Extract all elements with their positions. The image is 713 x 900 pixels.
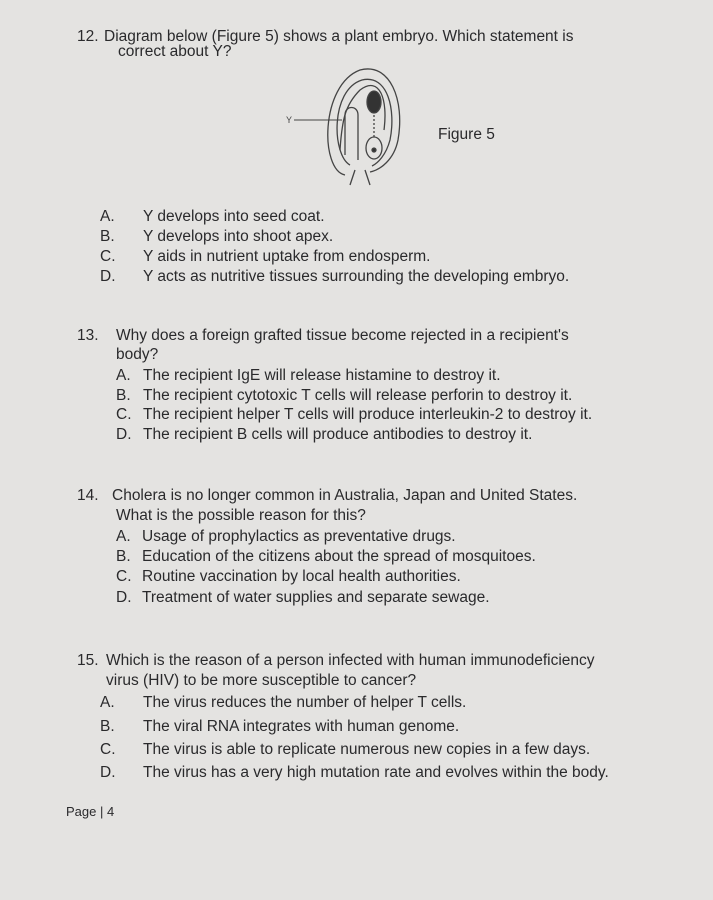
q14-text-2: What is the possible reason for this?: [116, 507, 366, 524]
y-label: Y: [286, 115, 293, 125]
q13-text-1: Why does a foreign grafted tissue become rejected in a recipient's: [116, 327, 569, 344]
figure-label: Figure 5: [438, 126, 495, 143]
q14-option-a: Usage of prophylactics as preventative drugs.: [142, 528, 456, 545]
q14-text-1: Cholera is no longer common in Australia, Japan and United States.: [112, 487, 578, 504]
q12-option-a: Y develops into seed coat.: [143, 208, 325, 225]
q15-option-b: The viral RNA integrates with human genome.: [143, 718, 460, 735]
q13-option-b-letter: B.: [116, 387, 131, 404]
q12-text-2: correct about Y?: [118, 43, 232, 60]
q12-number: 12.: [77, 28, 99, 45]
q15-option-a: The virus reduces the number of helper T cells.: [143, 694, 467, 711]
q13-option-d-letter: D.: [116, 426, 132, 443]
q12-option-c-letter: C.: [100, 248, 116, 265]
q15-option-d: The virus has a very high mutation rate and evolves within the body.: [143, 764, 609, 781]
q14-option-a-letter: A.: [116, 528, 131, 545]
q14-option-d: Treatment of water supplies and separate sewage.: [142, 589, 490, 606]
q13-option-a-letter: A.: [116, 367, 131, 384]
q15-option-a-letter: A.: [100, 694, 115, 711]
plant-embryo-figure: [270, 60, 430, 190]
q14-option-c-letter: C.: [116, 568, 132, 585]
q12-option-b-letter: B.: [100, 228, 115, 245]
q13-option-b: The recipient cytotoxic T cells will release perforin to destroy it.: [143, 387, 573, 404]
q12-text-1: Diagram below (Figure 5) shows a plant embryo. Which statement is: [104, 28, 574, 45]
q15-number: 15.: [77, 652, 99, 669]
q12-option-a-letter: A.: [100, 208, 115, 225]
q12-option-d: Y acts as nutritive tissues surrounding the developing embryo.: [143, 268, 570, 285]
q13-text-2: body?: [116, 346, 159, 363]
q13-option-d: The recipient B cells will produce antibodies to destroy it.: [143, 426, 533, 443]
page-number: Page | 4: [66, 804, 115, 819]
q15-option-d-letter: D.: [100, 764, 116, 781]
q12-option-d-letter: D.: [100, 268, 116, 285]
q14-option-b-letter: B.: [116, 548, 131, 565]
q15-text-2: virus (HIV) to be more susceptible to cancer?: [106, 672, 417, 689]
q14-option-d-letter: D.: [116, 589, 132, 606]
q12-option-c: Y aids in nutrient uptake from endosperm.: [143, 248, 431, 265]
q15-option-b-letter: B.: [100, 718, 115, 735]
q14-number: 14.: [77, 487, 99, 504]
q15-option-c: The virus is able to replicate numerous new copies in a few days.: [143, 741, 591, 758]
q14-option-b: Education of the citizens about the spread of mosquitoes.: [142, 548, 536, 565]
q13-option-c-letter: C.: [116, 406, 132, 423]
q13-option-a: The recipient IgE will release histamine to destroy it.: [143, 367, 501, 384]
q14-option-c: Routine vaccination by local health authorities.: [142, 568, 461, 585]
q15-option-c-letter: C.: [100, 741, 116, 758]
q13-option-c: The recipient helper T cells will produce interleukin-2 to destroy it.: [143, 406, 593, 423]
q13-number: 13.: [77, 327, 99, 344]
q15-text-1: Which is the reason of a person infected with human immunodeficiency: [106, 652, 595, 669]
q12-option-b: Y develops into shoot apex.: [143, 228, 334, 245]
